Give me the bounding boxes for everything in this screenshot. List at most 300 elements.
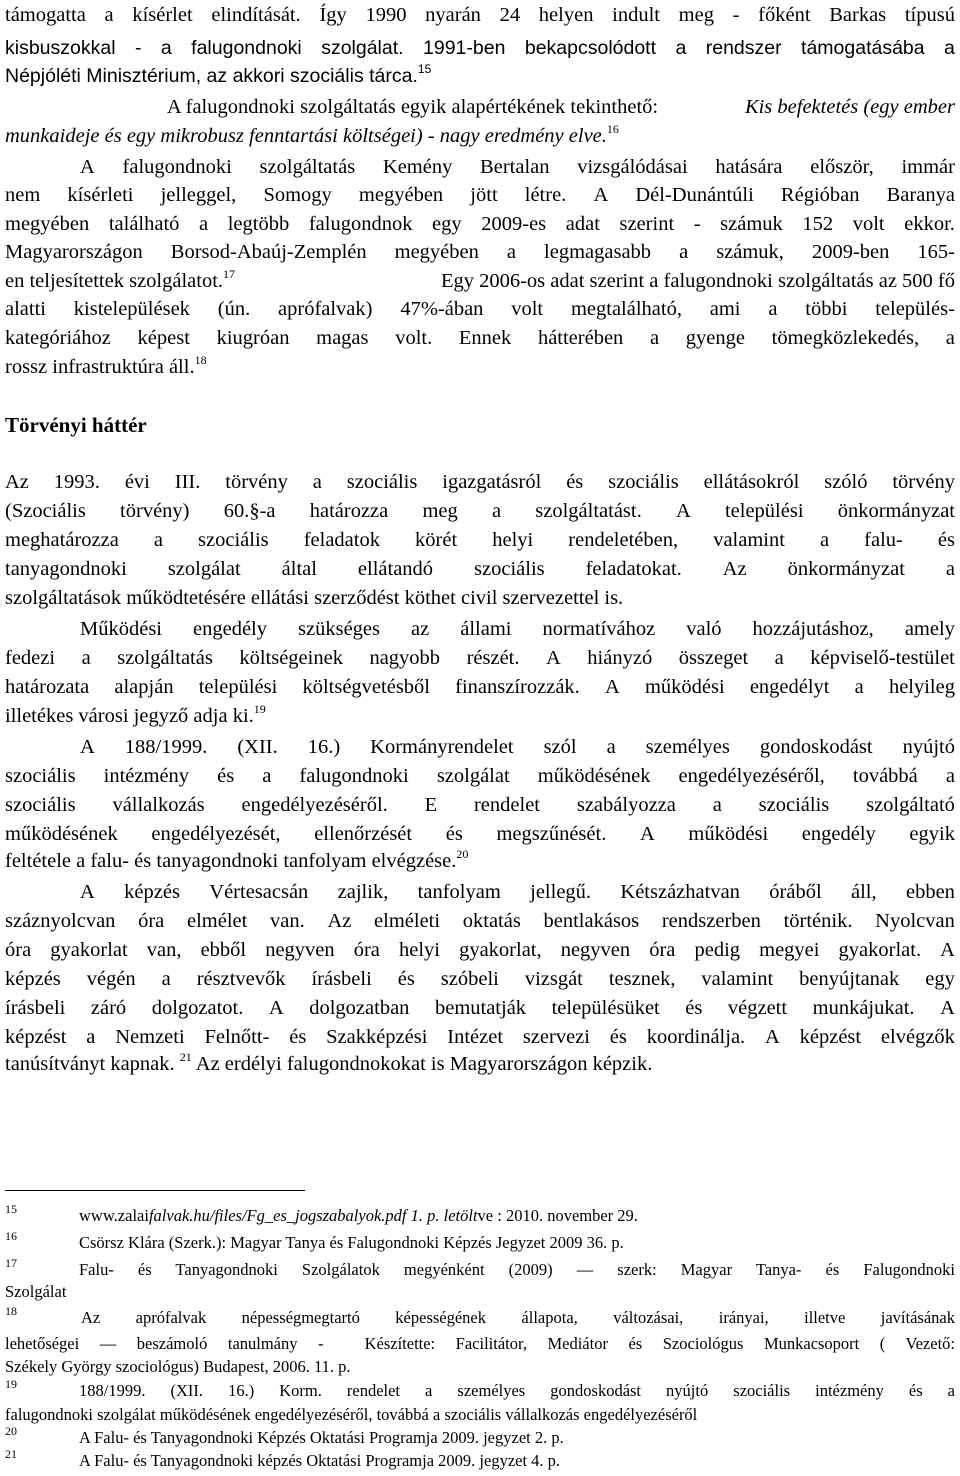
word: 165- [917,241,955,263]
word: Baranya [886,184,955,206]
word: vizsgát [524,968,583,990]
word: állami [460,618,512,640]
word: (Szociális [5,500,86,522]
word: 1990 [365,4,407,26]
word: körét [415,529,458,551]
word: rendelet [473,794,540,816]
word: A [268,997,284,1019]
word: 60.§-a [223,500,276,522]
word: részét. [466,647,520,669]
word: a [160,37,172,59]
text-line [5,646,955,672]
word: egyik [909,823,955,845]
word: ebből [200,939,247,961]
word: Borsod-Abaúj-Zemplén [170,241,367,263]
word: működési [688,823,769,845]
word: E [424,794,438,816]
word: száznyolcvan [5,910,116,932]
word: hatására [715,156,783,178]
footnote: falugondnoki szolgálat működésének engedélyezéséről, továbbá a szociális vállalkozás engedélyezéséről [5,1405,698,1424]
text-line [5,880,955,906]
word: működésének [537,765,651,787]
footnote: $^{21}$ A Falu- és Tanyagondnoki képzés Oktatási Programja 2009. jegyzet 4. p. [5,1447,561,1470]
word: törvény [892,471,955,493]
word: és [397,968,415,990]
word: megyében [358,184,444,206]
word: óráből [769,881,822,903]
word: 152 [802,213,834,235]
word: települési [724,500,804,522]
word: elmélet [186,910,248,932]
word: szociális [608,471,679,493]
word: szabályozza [576,794,676,816]
word: önkormányzat [787,558,905,580]
word: - [693,213,701,235]
word: magas [316,327,369,349]
word: megyében [5,213,90,235]
word: (XII. [237,736,278,758]
word: és [566,471,584,493]
word: szolgáltató [866,794,955,816]
footnote: $^{20}$ A Falu- és Tanyagondnoki Képzés Oktatási Programja 2009. jegyzet 2. p. [5,1424,564,1447]
word: Vértesacsán [209,881,309,903]
word: A [593,184,609,206]
word: Az [722,558,747,580]
word: Kétszázhatvan [620,881,740,903]
word: helyileg [888,676,955,698]
word: egy [432,213,462,235]
word: zajlik, [337,881,389,903]
word: helyen [538,4,594,26]
word: rendeletében, [568,529,679,551]
word: és [937,529,955,551]
word: megtalálható, [570,298,682,320]
word: 16.) [307,736,341,758]
text-line [5,1025,955,1051]
word: záró [90,997,127,1019]
section-heading: Törvényi háttér [5,413,147,437]
word: normatívához [542,618,656,640]
word: települési [198,676,278,698]
text-line [5,297,955,323]
word: meg [678,4,714,26]
word: 1993. [53,471,100,493]
footnote: Székely György szociológus) Budapest, 2006. 11. p. [5,1357,351,1376]
word: gyakorlat, [459,939,542,961]
word: III. [174,471,201,493]
word: immár [901,156,955,178]
text-line [5,617,955,643]
word: van. [270,910,305,932]
word: 24 [499,4,521,26]
word: 188/1999. [124,736,208,758]
word: alapján [114,676,174,698]
word: A [940,997,955,1019]
word: szolgálat. [321,37,404,59]
word: a [945,558,955,580]
word: bekapcsolódott [524,37,657,59]
word: - [134,37,142,59]
word: az [411,618,430,640]
word: a [199,213,209,235]
word: és [609,1026,627,1048]
word: település- [875,298,955,320]
word: határozata [5,676,90,698]
word: legtöbb [227,213,290,235]
footnote: lehetőségei ― beszámoló tanulmány - Készítette: Facilitátor, Mediátor és Szociológus Munkacsoport ( Vezető: [5,1334,955,1353]
word: A [545,647,561,669]
word: a [161,968,171,990]
word: Működési [80,618,162,640]
word: Intézet [447,1026,504,1048]
text-line: tanúsítványt kapnak. $^{21}$ Az erdélyi falugondnokokat is Magyarországon képzik. [5,1050,653,1075]
word: falugondnoki [191,37,302,59]
text-line [5,996,955,1022]
text-line [5,557,955,583]
word: engedélyezését, [151,823,281,845]
text-line [5,183,955,209]
text-indent [5,95,80,121]
word: elvégzők [880,1026,955,1048]
word: szolgálat [167,558,241,580]
word: a [854,676,864,698]
word: (ún. [217,298,251,320]
word: valamint [701,968,774,990]
word: a [506,241,517,263]
word: működési [644,676,725,698]
word: engedélyt [749,676,830,698]
word: képzést [799,1026,862,1048]
word: van, [146,939,182,961]
word: szociális [5,765,76,787]
text-line [5,212,955,238]
word: helyi [492,529,534,551]
word: 2009-ben [811,241,890,263]
word: számuk, [716,241,784,263]
text-line: rossz infrastruktúra áll.$^{18}$ [5,353,207,378]
word: óra [353,939,380,961]
word: A [940,939,955,961]
word: legmagasabb [544,241,652,263]
word: A [765,1026,780,1048]
footnote-ref: 21 [179,1050,192,1064]
footnote: $^{18}$ Az aprófalvak népességmegtartó képességének állapota, változásai, irányai, illetve javításának [5,1304,955,1327]
text-line: Népjóléti Minisztérium, az akkori szociális tárca.$^{15}$ [5,62,432,87]
footnote: $^{17}$ Falu- és Tanyagondnoki Szolgálatok megyénként (2009) ― szerk: Magyar Tanya- és Falugondnoki [5,1256,955,1279]
word: a [649,327,660,349]
text-line [5,36,955,62]
word: szociális [346,471,418,493]
word: gyakorlat [50,939,128,961]
word: tesznek, [608,968,676,990]
word: törvény) [120,500,190,522]
word: engedély [193,618,268,640]
word: 1991-ben [423,37,506,59]
word: Kormányrendelet [370,736,514,758]
word: amely [904,618,955,640]
word: a [86,1026,96,1048]
text-line [5,675,955,701]
word: Nyolcvan [875,910,955,932]
word: helyi [399,939,440,961]
word: dolgozatot. [151,997,244,1019]
word: és [289,1026,307,1048]
word: számuk [720,213,783,235]
word: tanyagondnoki [5,558,127,580]
word: aprófalvak) [278,298,373,320]
word: Szakképzési [326,1026,428,1048]
word: szociális [758,794,830,816]
word: Az [5,471,29,493]
text-line [5,3,955,29]
text-line: illetékes városi jegyző adja ki.$^{19}$ [5,702,266,727]
footnote-separator [5,1190,305,1191]
word: kísérlet [132,4,193,26]
word: Somogy [263,184,332,206]
text-line [5,528,955,554]
word: többi [805,298,848,320]
word: támogatásába [801,37,925,59]
word: szóló [824,471,868,493]
text-line [5,155,955,181]
word: nagyobb [369,647,441,669]
word: engedélyezéséről, [678,765,825,787]
word: a [491,500,502,522]
text-line: en teljesítettek szolgálatot.$^{17}$ Egy 2006-os adat szerint a falugondnoki szolgáltatás az 500 fő [5,267,955,292]
word: egy [925,968,955,990]
word: szól [543,736,577,758]
word: A [80,736,95,758]
word: továbbá [852,765,918,787]
word: szolgáltatást. [535,500,642,522]
word: A [80,156,95,178]
word: Az [327,910,352,932]
text-line: munkaideje és egy mikrobusz fenntartási költségei) - nagy eredmény elve.$^{16}$ [5,122,619,147]
word: a [312,471,322,493]
text-line [5,938,955,964]
word: dolgozatban [309,997,410,1019]
word: Kemény [382,156,453,178]
word: szociális [5,794,76,816]
word: a [712,794,722,816]
footnote-ref: 15 [417,62,432,76]
footnote: $^{19}$ 188/1999. (XII. 16.) Korm. rendelet a személyes gondoskodást nyújtó szociális intézmény és a [5,1377,955,1400]
word: a [153,529,163,551]
word: összeget [678,647,749,669]
word: negyven [265,939,335,961]
word: a [679,241,689,263]
text-line [5,793,955,819]
word: 2009-es [481,213,547,235]
word: valamint [713,529,785,551]
word: támogatta [5,4,86,26]
word: hátterében [537,327,624,349]
word: szervezi [522,1026,590,1048]
word: adat [565,213,600,235]
word: bemutatják [434,997,527,1019]
word: költségvetésből [302,676,430,698]
word: finanszírozzák. [455,676,580,698]
word: a [104,4,114,26]
word: személyes [645,736,730,758]
text-line [5,499,955,525]
word: által [281,558,317,580]
word: szociális [474,558,545,580]
word: a [945,327,955,349]
word: meghatározza [5,529,119,551]
word: található [108,213,180,235]
word: rendszer [705,37,782,59]
word: óra [649,939,676,961]
word: szolgálat [436,765,510,787]
word: képest [137,327,190,349]
word: kísérleti [67,184,134,206]
word: alatti [5,298,46,320]
text-line [5,735,955,761]
word: oktatás [462,910,521,932]
word: kategóriához [5,327,111,349]
word: és [685,997,703,1019]
word: Így [319,4,347,26]
word: nem [5,184,41,206]
word: jött [470,184,498,206]
word: indult [612,4,660,26]
word: Bertalan [480,156,550,178]
word: benyújtanak [799,968,900,990]
word: Dél-Dunántúli [635,184,754,206]
word: végén [86,968,136,990]
word: a [606,736,616,758]
word: tömegközlekedés, [771,327,920,349]
word: a [945,765,955,787]
word: évi [124,471,150,493]
word: Magyarországon [5,241,143,263]
word: engedélyezéséről. [241,794,388,816]
word: igazgatásról [442,471,542,493]
word: kisbuszokkal [5,37,116,59]
footnote: Szolgálat [5,1282,67,1301]
word: engedély [801,823,876,845]
word: hiányzó [587,647,653,669]
text-line: feltétele a falu- és tanyagondnoki tanfolyam elvégzése.$^{20}$ [5,847,469,872]
word: először, [810,156,874,178]
word: Régióban [780,184,860,206]
word: feladatokat. [585,558,682,580]
word: ami [709,298,741,320]
word: megyében [394,241,479,263]
word: fedezi [5,647,56,669]
text-line: szolgáltatások működtetésére ellátási szerződést köthet civil szervezettel is. [5,587,624,609]
footnote-ref: 16 [606,122,619,136]
word: A [604,676,620,698]
word: falugondnoki [122,156,232,178]
word: tanfolyam [417,881,501,903]
word: típusú [904,4,955,26]
word: szolgáltatás [259,156,356,178]
word: szóbeli [440,968,499,990]
text-line [5,909,955,935]
word: munkájukat. [812,997,915,1019]
word: nyarán [425,4,481,26]
word: a [944,37,955,59]
footnote: $^{16}$ Csörsz Klára (Szerk.): Magyar Tanya és Falugondnoki Képzés Jegyzet 2009 36. p. [5,1229,624,1252]
word: ellenőrzését [314,823,413,845]
word: ekkor. [904,213,955,235]
word: feladatok [303,529,380,551]
word: költségeinek [239,647,343,669]
word: óra [138,910,165,932]
word: volt [511,298,544,320]
word: falu- [864,529,903,551]
word: településüket [551,997,660,1019]
word: szükséges [298,618,381,640]
word: intézmény [103,765,190,787]
word: írásbeli [5,997,66,1019]
word: hozzájutáshoz, [752,618,874,640]
word: elindítását. [211,4,301,26]
word: szociális [198,529,269,551]
footnote-ref: 19 [253,702,266,716]
word: A [639,823,655,845]
word: volt. [395,327,433,349]
word: szerint [619,213,675,235]
word: képviselő-testület [810,647,955,669]
footnote-ref: 20 [456,847,469,861]
word: a [675,37,687,59]
footnote-ref: 17 [223,267,236,281]
word: működésének [5,823,118,845]
word: a [819,529,830,551]
word: 47%-ában [400,298,484,320]
word: volt [852,213,885,235]
word: megszűnését. [496,823,607,845]
word: A [80,881,95,903]
word: falugondnoki [299,765,409,787]
word: jelleggel, [160,184,237,206]
word: falugondnok [308,213,413,235]
text-line [5,822,955,848]
word: vizsgálódásai [577,156,688,178]
word: történik. [783,910,853,932]
word: résztvevők [196,968,286,990]
text-line: A falugondnoki szolgáltatás egyik alapértékének tekinthető: Kis befektetés (egy ember [5,95,955,121]
word: Barkas [829,4,887,26]
text-line [5,240,955,266]
text-line [5,470,955,496]
word: megyei [759,939,820,961]
word: létre. [524,184,567,206]
word: elméleti [374,910,441,932]
word: képzés [124,881,180,903]
footnote-ref: 18 [194,353,207,367]
word: végzett [727,997,788,1019]
word: negyven [560,939,631,961]
word: Nemzeti [115,1026,185,1048]
word: pedig [694,939,741,961]
word: határozza [309,500,389,522]
word: írásbeli [311,968,372,990]
word: meg [422,500,458,522]
word: A [675,500,691,522]
word: bentlakásos [543,910,640,932]
word: rendszerben [661,910,761,932]
word: főként [758,4,811,26]
word: való [686,618,722,640]
word: képzés [5,968,61,990]
word: a [768,298,778,320]
word: szolgáltatás [117,647,213,669]
word: önkormányzat [837,500,955,522]
